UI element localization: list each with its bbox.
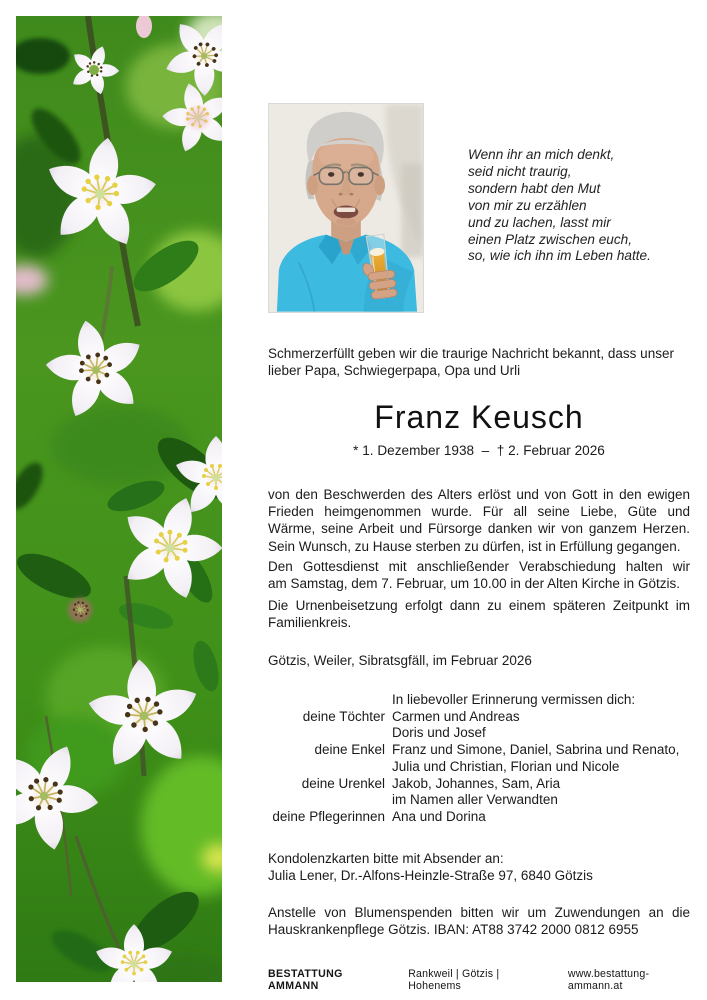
flower-photo (16, 16, 222, 982)
paragraph-line: Die Urnenbeisetzung erfolgt dann zu einem späteren Zeitpunkt im (268, 598, 690, 613)
family-row-value: Jakob, Johannes, Sam, Aria (392, 775, 561, 791)
poem-line: von mir zu erzählen (468, 197, 587, 213)
obituary-paragraph-1 (268, 486, 690, 555)
apple-blossom-image (16, 16, 222, 982)
family-row-label (268, 692, 392, 709)
intro-line: lieber Papa, Schwiegerpapa, Opa und Urli (268, 363, 521, 379)
brand-bold: AMMANN (268, 980, 319, 992)
paragraph-line: am Samstag, dem 7. Februar, um 10.00 in der Alten Kirche in Götzis. (268, 576, 680, 592)
brand-regular: BESTATTUNG (268, 968, 343, 980)
service-paragraph (268, 558, 690, 592)
family-row-label: deine Enkel (314, 742, 385, 758)
funeral-home-locations: Rankweil | Götzis | Hohenems (408, 968, 500, 992)
family-row-value: Ana und Dorina (392, 808, 486, 824)
portrait-photo (268, 103, 424, 313)
memorial-poem (468, 147, 696, 265)
family-row (268, 692, 690, 709)
poem-line: und zu lachen, lasst mir (468, 214, 611, 230)
family-row-value: Franz und Simone, Daniel, Sabrina und Renato, (392, 742, 680, 758)
donation-line: Anstelle von Blumenspenden bitten wir um Zuwendungen an die (268, 905, 690, 920)
donation-line: Hauskrankenpflege Götzis. IBAN: AT88 3742 2000 0812 6955 (268, 922, 639, 938)
intro-line: Schmerzerfüllt geben wir die traurige Nachricht bekannt, dass unser (268, 346, 674, 361)
family-row (268, 776, 690, 793)
family-row-label (268, 759, 392, 776)
family-row-value: In liebevoller Erinnerung vermissen dich: (392, 692, 636, 707)
family-row (268, 709, 690, 726)
funeral-home-footer (268, 968, 698, 992)
paragraph-line: Sein Wunsch, zu Hause sterben zu dürfen, ist in Erfüllung gegangen. (268, 538, 681, 554)
family-row (268, 759, 690, 776)
family-row-label: deine Pflegerinnen (272, 808, 385, 824)
family-row (268, 809, 690, 826)
funeral-home-website: www.bestattung-ammann.at (567, 968, 650, 992)
birth-death-dates: * 1. Dezember 1938 – † 2. Februar 2026 (353, 443, 605, 458)
funeral-home-brand (268, 968, 391, 992)
urn-paragraph (268, 597, 690, 631)
family-row-label (268, 792, 392, 809)
paragraph-line: Den Gottesdienst mit anschließender Verabschiedung halten wir (268, 559, 690, 574)
poem-line: sondern habt den Mut (468, 180, 601, 196)
poem-line: Wenn ihr an mich denkt, (468, 147, 615, 162)
paragraph-line: von den Beschwerden des Alters erlöst und von Gott in den ewigen (268, 487, 690, 502)
donation-note (268, 904, 690, 938)
announcement-intro (268, 345, 690, 379)
deceased-name: Franz Keusch (374, 399, 584, 435)
family-row (268, 742, 690, 759)
portrait-image (269, 104, 423, 312)
place-date-line: Götzis, Weiler, Sibratsgfäll, im Februar 2026 (268, 653, 532, 668)
family-row-value: Doris und Josef (392, 725, 486, 741)
family-list (268, 692, 690, 826)
family-row-value: Julia und Christian, Florian und Nicole (392, 758, 620, 774)
condolence-address (268, 850, 690, 884)
poem-line: seid nicht traurig, (468, 163, 572, 179)
family-row-label: deine Urenkel (301, 775, 385, 791)
family-row (268, 725, 690, 742)
paragraph-line: Frieden heimgenommen wurde. Für all seine Liebe, Güte und (268, 504, 690, 520)
family-row-value: Carmen und Andreas (392, 708, 520, 724)
poem-line: einen Platz zwischen euch, (468, 231, 632, 247)
condolence-line: Kondolenzkarten bitte mit Absender an: (268, 851, 504, 866)
family-row-label (268, 725, 392, 742)
family-row-label: deine Töchter (302, 708, 385, 724)
paragraph-line: Wärme, seine Arbeit und Fürsorge danken wir von ganzem Herzen. (268, 521, 690, 537)
paragraph-line: Familienkreis. (268, 615, 352, 631)
condolence-line: Julia Lener, Dr.-Alfons-Heinzle-Straße 97, 6840 Götzis (268, 868, 593, 884)
family-row-value: im Namen aller Verwandten (392, 792, 558, 808)
poem-line: so, wie ich ihn im Leben hatte. (468, 248, 651, 264)
family-row (268, 792, 690, 809)
